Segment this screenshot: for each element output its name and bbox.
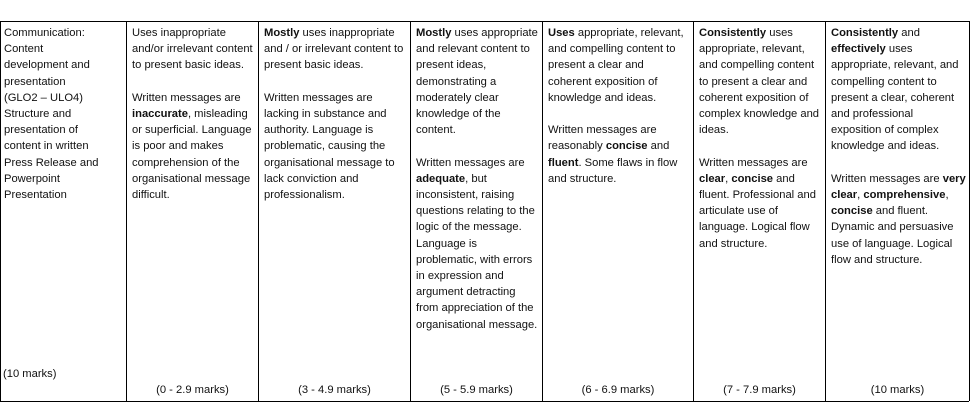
text-run: , (725, 172, 732, 185)
band-written-description (699, 155, 822, 252)
band-4-cell (548, 25, 690, 187)
band-content-description (132, 25, 254, 74)
criterion-line: presentation (4, 75, 66, 88)
criterion-marks: (10 marks) (3, 368, 57, 380)
band-3-cell (416, 25, 540, 333)
criterion-line: Press Release and (4, 156, 99, 169)
emphasis-text: effectively (831, 43, 886, 56)
emphasis-text: Consistently (831, 27, 899, 39)
emphasis-text: very clear (831, 172, 966, 202)
band-written-description (264, 90, 408, 203)
band-marks: (10 marks) (870, 384, 925, 396)
text-run: . Some flaws in flow and structure. (548, 156, 678, 185)
emphasis-text: Mostly (416, 27, 452, 39)
emphasis-text: concise (605, 140, 648, 153)
column-divider (693, 21, 694, 401)
text-run: and fluent. Professional and articulate use of language. Logical flow and structure. (699, 172, 816, 250)
band-6-cell (831, 25, 966, 268)
column-divider (542, 21, 543, 401)
criterion-line: content in written (4, 140, 89, 153)
text-run: uses appropriate, relevant, and compelling content to present a clear and coherent exposition of complex knowledge and ideas. (699, 27, 820, 137)
criterion-description (4, 25, 124, 203)
column-divider (969, 21, 970, 401)
text-run: Written messages are reasonably (548, 124, 657, 153)
text-run: Written messages are (416, 156, 525, 169)
band-content-description (548, 25, 690, 106)
emphasis-text: concise (731, 172, 774, 185)
column-divider (258, 21, 259, 401)
criterion-line: development and (4, 59, 90, 72)
emphasis-text: Uses (548, 27, 575, 39)
emphasis-text: adequate (416, 172, 466, 185)
band-5-cell (699, 25, 822, 252)
band-marks: (6 - 6.9 marks) (581, 384, 655, 396)
band-content-description (831, 25, 966, 155)
text-run: Written messages are lacking in substance and authority. Language is problematic, causing the organisational message to lack conviction and professionalism. (264, 91, 395, 202)
band-written-description (831, 171, 966, 268)
band-marks: (0 - 2.9 marks) (156, 384, 229, 396)
text-run: appropriate, relevant, and compelling content to present a clear and coherent exposition of knowledge and ideas. (548, 27, 684, 104)
criterion-line: Communication: (4, 27, 85, 39)
criterion-line: presentation of (4, 124, 79, 137)
column-divider (0, 21, 1, 401)
emphasis-text: inaccurate (132, 108, 188, 120)
band-written-description (416, 155, 540, 333)
text-run: , (945, 189, 949, 202)
column-divider (126, 21, 127, 401)
band-written-description (132, 90, 254, 203)
text-run: , misleading or superficial. Language is poor and makes comprehension of the organisational message difficult. (132, 108, 252, 202)
text-run: Uses (132, 27, 158, 39)
text-run: Written messages are (831, 172, 943, 185)
criterion-line: Presentation (4, 189, 67, 202)
band-marks: (3 - 4.9 marks) (298, 384, 371, 396)
band-marks: (7 - 7.9 marks) (723, 384, 796, 396)
text-run: uses appropriate, relevant, and compelling content to present a clear, coherent and professional exposition of complex knowledge and ideas. (831, 43, 959, 153)
emphasis-text: Consistently (699, 27, 767, 39)
band-content-description (416, 25, 540, 138)
emphasis-text: concise (831, 205, 873, 218)
text-run: uses appropriate and relevant content to present ideas, demonstrating a moderately clear knowledge of the content. (416, 27, 538, 137)
text-run: and (898, 27, 920, 39)
band-1-cell (132, 25, 254, 203)
text-run: inappropriate and/or irrelevant content to present basic ideas. (132, 27, 253, 72)
text-run: , but inconsistent, raising questions relating to the logic of the message. Language is problematic, with errors in expression and argument detracting from appreciation of the organisational message. (416, 172, 538, 331)
emphasis-text: Mostly (264, 27, 300, 39)
band-written-description (548, 122, 690, 187)
criterion-line: Structure and (4, 108, 72, 121)
criterion-line: (GLO2 – ULO4) (4, 91, 83, 104)
text-run: Written messages are (699, 156, 808, 169)
band-2-cell (264, 25, 408, 203)
text-run: uses inappropriate and / or irrelevant content to present basic ideas. (264, 27, 404, 72)
text-run: Written messages are (132, 91, 241, 104)
band-marks: (5 - 5.9 marks) (440, 384, 513, 396)
emphasis-text: clear (699, 172, 726, 185)
column-divider (410, 21, 411, 401)
band-content-description (264, 25, 408, 74)
criterion-line: Content (4, 43, 44, 56)
emphasis-text: comprehensive (863, 189, 946, 202)
criterion-cell (4, 25, 124, 203)
text-run: , (857, 189, 864, 202)
text-run: and (647, 140, 670, 153)
emphasis-text: fluent (548, 156, 579, 169)
band-content-description (699, 25, 822, 138)
column-divider (825, 21, 826, 401)
text-run: and fluent. Dynamic and persuasive use of language. Logical flow and structure. (831, 205, 954, 266)
criterion-line: Powerpoint (4, 172, 60, 185)
